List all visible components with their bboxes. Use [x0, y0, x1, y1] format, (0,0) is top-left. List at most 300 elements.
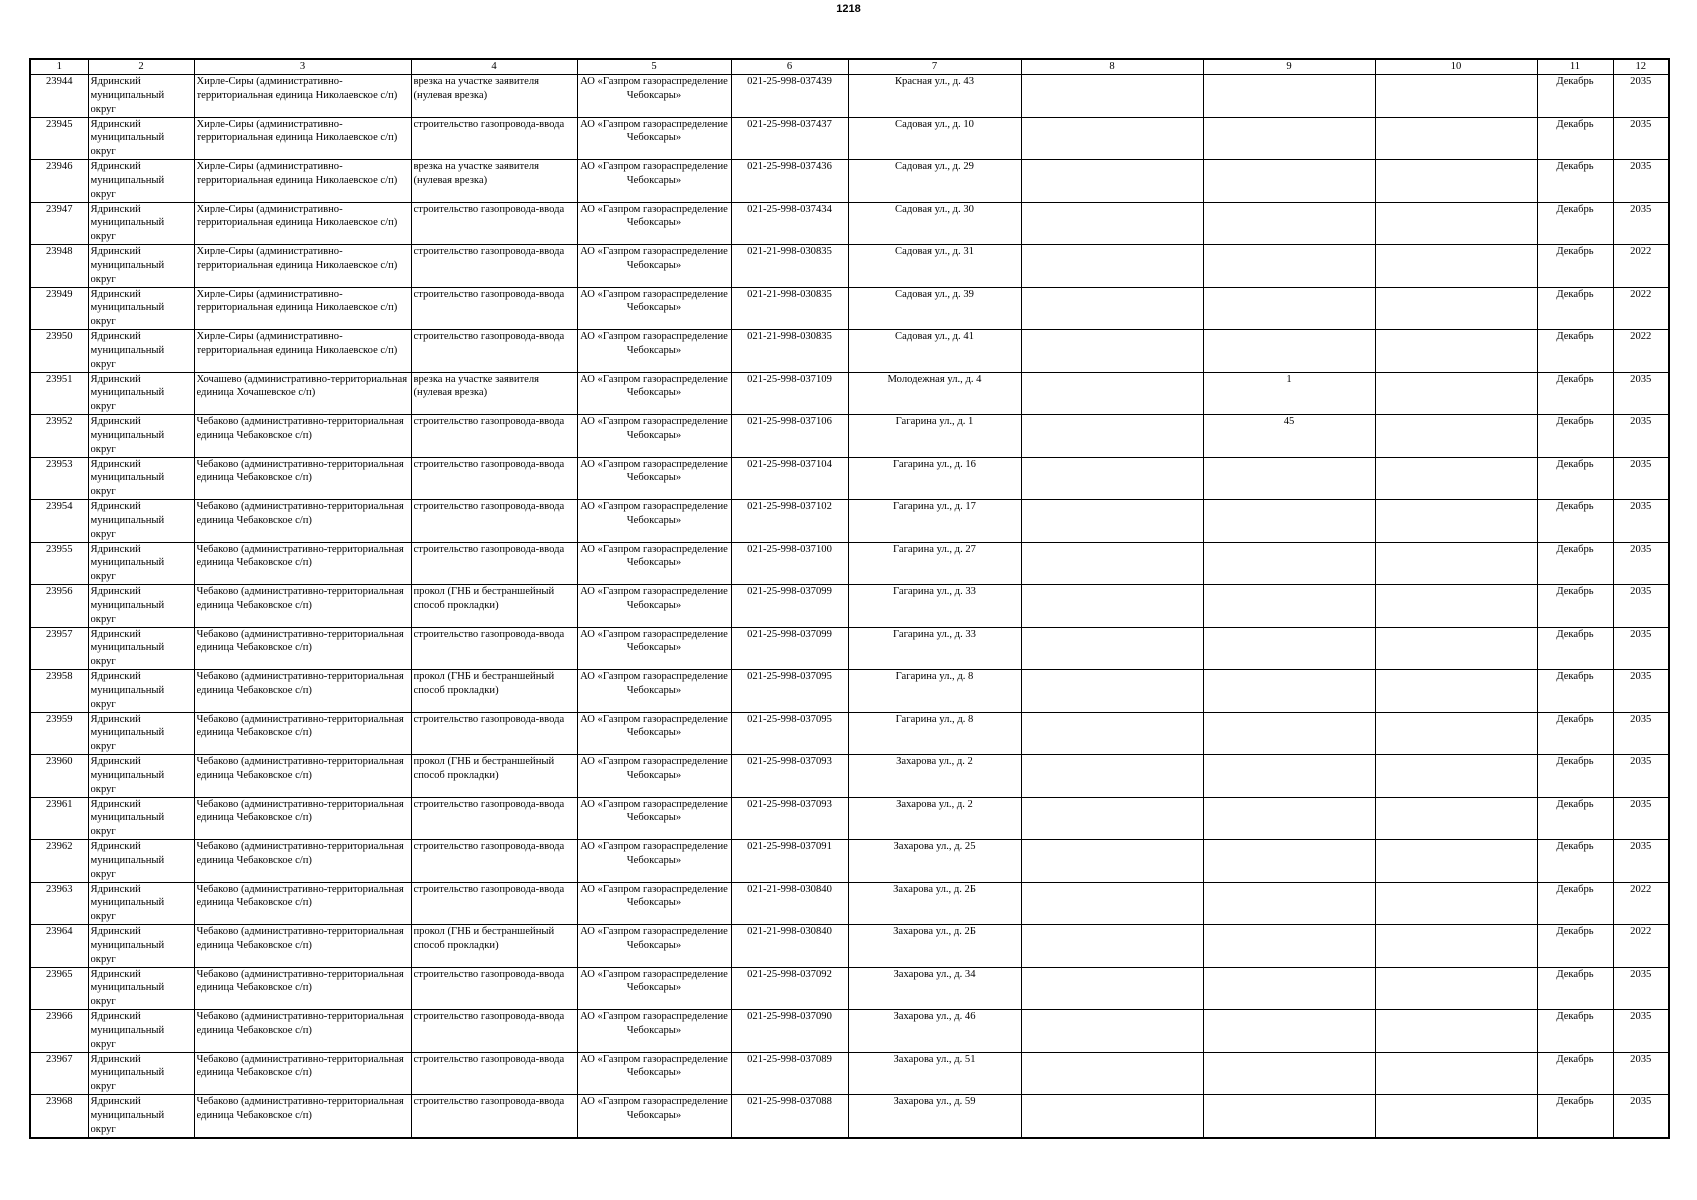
cell-text: 021-25-998-037095: [747, 713, 832, 725]
cell-year: [1613, 500, 1669, 543]
cell-text: Декабрь: [1556, 713, 1594, 725]
column-header-11: 11: [1537, 59, 1613, 75]
cell-address: [848, 1095, 1021, 1138]
cell-text: 021-25-998-037095: [747, 671, 832, 682]
cell-text: прокол (ГНБ и бестраншейный способ прокладки): [413, 586, 555, 611]
cell-text: АО «Газпром газораспределение Чебоксары»: [580, 713, 728, 739]
cell-text: АО «Газпром газораспределение Чебоксары»: [580, 671, 728, 696]
cell-row-number: [30, 330, 88, 373]
cell-text: Декабрь: [1556, 926, 1594, 937]
cell-month: [1537, 160, 1613, 203]
cell-month: [1537, 457, 1613, 500]
cell-text: Хирле-Сиры (административно-территориальная единица Николаевское с/п): [196, 246, 398, 271]
cell-municipal-district: [88, 117, 194, 160]
cell-text: АО «Газпром газораспределение Чебоксары»: [580, 1096, 728, 1121]
cell-text: Ядринский муниципальный округ: [90, 628, 165, 668]
cell-column-10: [1375, 1095, 1537, 1138]
cell-address: [848, 160, 1021, 203]
cell-work-type: [411, 330, 577, 373]
cell-text: Чебаково (административно-территориальная единица Чебаковское с/п): [196, 671, 404, 696]
table-row: [30, 627, 1669, 670]
cell-column-10: [1375, 415, 1537, 458]
cell-column-10: [1375, 330, 1537, 373]
table-row: [30, 670, 1669, 713]
cell-text: Гагарина ул., д. 17: [893, 501, 976, 512]
cell-month: [1537, 202, 1613, 245]
cell-column-10: [1375, 670, 1537, 713]
cell-text: 021-25-998-037089: [747, 1053, 832, 1065]
cell-application-number: [731, 330, 848, 373]
cell-text: 021-25-998-037104: [747, 458, 832, 470]
cell-column-10: [1375, 1052, 1537, 1095]
table-row: [30, 1052, 1669, 1095]
cell-row-number: [30, 415, 88, 458]
cell-text: АО «Газпром газораспределение Чебоксары»: [580, 628, 728, 654]
cell-row-number: [30, 925, 88, 968]
table-row: [30, 797, 1669, 840]
cell-application-number: [731, 670, 848, 713]
cell-text: АО «Газпром газораспределение Чебоксары»: [580, 586, 728, 611]
cell-gas-distribution-org: [577, 372, 731, 415]
cell-year: [1613, 755, 1669, 798]
cell-text: Гагарина ул., д. 1: [895, 416, 974, 427]
cell-text: 021-25-998-037099: [747, 586, 832, 597]
cell-text: 2035: [1630, 118, 1652, 130]
cell-column-8: [1021, 712, 1203, 755]
cell-text: 021-21-998-030840: [747, 883, 832, 895]
cell-column-9: [1203, 457, 1375, 500]
cell-application-number: [731, 1010, 848, 1053]
cell-column-10: [1375, 117, 1537, 160]
cell-column-9: [1203, 245, 1375, 288]
cell-column-9: [1203, 797, 1375, 840]
cell-column-9: [1203, 925, 1375, 968]
cell-year: [1613, 585, 1669, 628]
cell-text: Захарова ул., д. 2Б: [893, 883, 976, 895]
cell-gas-distribution-org: [577, 500, 731, 543]
table-row: [30, 287, 1669, 330]
cell-column-8: [1021, 117, 1203, 160]
cell-municipal-district: [88, 1095, 194, 1138]
cell-text: строительство газопровода-ввода: [413, 458, 565, 470]
table-body: [30, 75, 1669, 1138]
cell-column-8: [1021, 585, 1203, 628]
cell-year: [1613, 542, 1669, 585]
cell-column-8: [1021, 1010, 1203, 1053]
cell-row-number: [30, 287, 88, 330]
cell-column-8: [1021, 967, 1203, 1010]
cell-text: Молодежная ул., д. 4: [887, 373, 982, 385]
cell-gas-distribution-org: [577, 670, 731, 713]
cell-text: Ядринский муниципальный округ: [90, 1011, 165, 1050]
cell-month: [1537, 372, 1613, 415]
cell-work-type: [411, 372, 577, 415]
cell-application-number: [731, 840, 848, 883]
cell-text: Декабрь: [1556, 246, 1594, 257]
cell-municipal-district: [88, 415, 194, 458]
cell-text: Ядринский муниципальный округ: [90, 756, 165, 795]
cell-settlement: [194, 1095, 411, 1138]
cell-text: строительство газопровода-ввода: [413, 1053, 565, 1065]
table-row: [30, 712, 1669, 755]
cell-column-9: [1203, 967, 1375, 1010]
cell-year: [1613, 372, 1669, 415]
cell-month: [1537, 925, 1613, 968]
cell-column-10: [1375, 840, 1537, 883]
cell-settlement: [194, 500, 411, 543]
cell-month: [1537, 1010, 1613, 1053]
cell-text: 2035: [1630, 756, 1652, 767]
cell-application-number: [731, 500, 848, 543]
cell-text: АО «Газпром газораспределение Чебоксары»: [580, 1011, 728, 1036]
cell-text: строительство газопровода-ввода: [413, 501, 565, 512]
cell-text: строительство газопровода-ввода: [413, 883, 565, 895]
cell-municipal-district: [88, 712, 194, 755]
cell-text: Чебаково (административно-территориальная единица Чебаковское с/п): [196, 883, 404, 909]
cell-text: Декабрь: [1556, 331, 1594, 342]
cell-text: 23949: [46, 288, 73, 300]
cell-work-type: [411, 585, 577, 628]
cell-application-number: [731, 75, 848, 118]
cell-month: [1537, 1052, 1613, 1095]
cell-text: Чебаково (административно-территориальная единица Чебаковское с/п): [196, 968, 404, 994]
table-header: [30, 59, 1669, 75]
cell-work-type: [411, 925, 577, 968]
cell-gas-distribution-org: [577, 840, 731, 883]
cell-text: АО «Газпром газораспределение Чебоксары»: [580, 798, 728, 824]
cell-month: [1537, 755, 1613, 798]
cell-text: 23953: [46, 458, 73, 470]
cell-work-type: [411, 1052, 577, 1095]
cell-month: [1537, 840, 1613, 883]
cell-text: Захарова ул., д. 2: [896, 798, 973, 810]
cell-text: 2022: [1630, 288, 1652, 300]
cell-text: АО «Газпром газораспределение Чебоксары»: [580, 331, 728, 356]
cell-address: [848, 627, 1021, 670]
cell-row-number: [30, 627, 88, 670]
cell-text: АО «Газпром газораспределение Чебоксары»: [580, 501, 728, 526]
cell-row-number: [30, 585, 88, 628]
cell-text: Гагарина ул., д. 8: [895, 713, 974, 725]
cell-year: [1613, 160, 1669, 203]
cell-text: 021-25-998-037090: [747, 1011, 832, 1022]
cell-text: Ядринский муниципальный округ: [90, 671, 165, 710]
cell-column-10: [1375, 585, 1537, 628]
cell-municipal-district: [88, 500, 194, 543]
table-row: [30, 415, 1669, 458]
cell-text: Декабрь: [1556, 288, 1594, 300]
cell-column-9: [1203, 160, 1375, 203]
cell-text: Захарова ул., д. 34: [893, 968, 976, 980]
table-row: [30, 585, 1669, 628]
cell-work-type: [411, 627, 577, 670]
cell-month: [1537, 542, 1613, 585]
cell-month: [1537, 415, 1613, 458]
cell-settlement: [194, 1010, 411, 1053]
cell-text: 2035: [1630, 586, 1652, 597]
column-header-7: 7: [848, 59, 1021, 75]
cell-settlement: [194, 670, 411, 713]
cell-text: Декабрь: [1556, 161, 1594, 172]
cell-text: АО «Газпром газораспределение Чебоксары»: [580, 926, 728, 951]
cell-text: 23966: [46, 1011, 73, 1022]
cell-text: 2035: [1630, 543, 1652, 555]
cell-column-8: [1021, 287, 1203, 330]
cell-column-10: [1375, 457, 1537, 500]
column-header-6: 6: [731, 59, 848, 75]
table-row: [30, 925, 1669, 968]
cell-text: 23946: [46, 161, 73, 172]
cell-text: строительство газопровода-ввода: [413, 543, 565, 555]
cell-text: Чебаково (административно-территориальная единица Чебаковское с/п): [196, 1053, 404, 1079]
cell-work-type: [411, 160, 577, 203]
cell-text: 23958: [46, 671, 73, 682]
cell-text: Красная ул., д. 43: [894, 76, 974, 87]
cell-application-number: [731, 712, 848, 755]
cell-text: Гагарина ул., д. 27: [893, 543, 976, 555]
cell-text: 45: [1283, 416, 1295, 427]
cell-municipal-district: [88, 75, 194, 118]
cell-column-10: [1375, 712, 1537, 755]
cell-application-number: [731, 287, 848, 330]
cell-column-8: [1021, 925, 1203, 968]
cell-address: [848, 1010, 1021, 1053]
cell-text: Хирле-Сиры (административно-территориальная единица Николаевское с/п): [196, 331, 398, 356]
cell-text: Захарова ул., д. 46: [893, 1011, 976, 1022]
cell-application-number: [731, 797, 848, 840]
cell-text: 23961: [46, 798, 73, 810]
cell-year: [1613, 245, 1669, 288]
cell-column-8: [1021, 797, 1203, 840]
cell-settlement: [194, 330, 411, 373]
cell-text: 021-21-998-030835: [747, 288, 832, 300]
cell-text: Ядринский муниципальный округ: [90, 161, 165, 200]
cell-work-type: [411, 840, 577, 883]
cell-column-9: [1203, 627, 1375, 670]
cell-municipal-district: [88, 967, 194, 1010]
cell-application-number: [731, 755, 848, 798]
cell-text: 021-25-998-037093: [747, 756, 832, 767]
cell-text: Декабрь: [1556, 628, 1594, 640]
cell-year: [1613, 967, 1669, 1010]
cell-text: врезка на участке заявителя (нулевая врезка): [413, 76, 539, 101]
cell-address: [848, 500, 1021, 543]
column-header-1: 1: [30, 59, 88, 75]
cell-text: АО «Газпром газораспределение Чебоксары»: [580, 416, 728, 441]
cell-text: врезка на участке заявителя (нулевая врезка): [413, 161, 539, 186]
cell-settlement: [194, 797, 411, 840]
cell-text: Декабрь: [1556, 76, 1594, 87]
cell-text: 23960: [46, 756, 73, 767]
cell-municipal-district: [88, 372, 194, 415]
cell-month: [1537, 245, 1613, 288]
cell-text: Чебаково (административно-территориальная единица Чебаковское с/п): [196, 501, 404, 526]
cell-text: Чебаково (административно-территориальная единица Чебаковское с/п): [196, 586, 404, 611]
cell-text: Хирле-Сиры (административно-территориальная единица Николаевское с/п): [196, 161, 398, 186]
cell-text: Ядринский муниципальный округ: [90, 501, 165, 540]
cell-text: Декабрь: [1556, 1096, 1594, 1107]
cell-text: 021-25-998-037439: [747, 76, 832, 87]
cell-month: [1537, 967, 1613, 1010]
cell-text: 23948: [46, 246, 73, 257]
cell-text: 2035: [1630, 373, 1652, 385]
cell-text: Ядринский муниципальный округ: [90, 798, 165, 838]
cell-row-number: [30, 457, 88, 500]
cell-text: 021-25-998-037437: [747, 118, 832, 130]
cell-month: [1537, 585, 1613, 628]
cell-text: строительство газопровода-ввода: [413, 416, 565, 427]
cell-month: [1537, 330, 1613, 373]
cell-text: АО «Газпром газораспределение Чебоксары»: [580, 161, 728, 186]
cell-work-type: [411, 967, 577, 1010]
cell-text: Гагарина ул., д. 8: [895, 671, 974, 682]
cell-column-9: [1203, 712, 1375, 755]
cell-address: [848, 882, 1021, 925]
cell-row-number: [30, 840, 88, 883]
cell-year: [1613, 75, 1669, 118]
table-row: [30, 330, 1669, 373]
cell-text: Декабрь: [1556, 756, 1594, 767]
cell-text: 021-21-998-030840: [747, 926, 832, 937]
cell-settlement: [194, 882, 411, 925]
cell-text: Чебаково (административно-территориальная единица Чебаковское с/п): [196, 841, 404, 866]
cell-address: [848, 755, 1021, 798]
cell-municipal-district: [88, 925, 194, 968]
cell-text: Декабрь: [1556, 416, 1594, 427]
cell-text: 021-25-998-037436: [747, 161, 832, 172]
cell-municipal-district: [88, 840, 194, 883]
cell-text: Ядринский муниципальный округ: [90, 713, 165, 753]
cell-text: АО «Газпром газораспределение Чебоксары»: [580, 76, 728, 101]
cell-row-number: [30, 75, 88, 118]
cell-text: 23957: [46, 628, 73, 640]
cell-text: 23968: [46, 1096, 73, 1107]
cell-text: Чебаково (административно-территориальная единица Чебаковское с/п): [196, 416, 404, 441]
cell-work-type: [411, 287, 577, 330]
cell-text: строительство газопровода-ввода: [413, 246, 565, 257]
cell-text: Ядринский муниципальный округ: [90, 246, 165, 285]
cell-month: [1537, 117, 1613, 160]
cell-text: Ядринский муниципальный округ: [90, 543, 165, 583]
cell-row-number: [30, 245, 88, 288]
cell-text: АО «Газпром газораспределение Чебоксары»: [580, 543, 728, 569]
cell-row-number: [30, 967, 88, 1010]
cell-municipal-district: [88, 542, 194, 585]
cell-text: прокол (ГНБ и бестраншейный способ прокладки): [413, 926, 555, 951]
cell-text: Чебаково (административно-территориальная единица Чебаковское с/п): [196, 926, 404, 951]
cell-column-10: [1375, 755, 1537, 798]
cell-row-number: [30, 797, 88, 840]
cell-text: Декабрь: [1556, 501, 1594, 512]
cell-text: Хирле-Сиры (административно-территориальная единица Николаевское с/п): [196, 76, 398, 101]
table-row: [30, 1010, 1669, 1053]
cell-column-8: [1021, 840, 1203, 883]
cell-text: Ядринский муниципальный округ: [90, 416, 165, 455]
cell-municipal-district: [88, 457, 194, 500]
cell-text: Ядринский муниципальный округ: [90, 586, 165, 625]
cell-year: [1613, 1095, 1669, 1138]
cell-text: АО «Газпром газораспределение Чебоксары»: [580, 288, 728, 314]
cell-column-10: [1375, 500, 1537, 543]
cell-text: АО «Газпром газораспределение Чебоксары»: [580, 883, 728, 909]
cell-column-10: [1375, 287, 1537, 330]
column-header-3: 3: [194, 59, 411, 75]
cell-text: АО «Газпром газораспределение Чебоксары»: [580, 118, 728, 144]
page-number: 1218: [836, 3, 861, 15]
table-row: [30, 500, 1669, 543]
cell-work-type: [411, 797, 577, 840]
cell-address: [848, 287, 1021, 330]
cell-year: [1613, 457, 1669, 500]
cell-text: Захарова ул., д. 25: [893, 841, 976, 852]
cell-year: [1613, 1052, 1669, 1095]
cell-column-8: [1021, 75, 1203, 118]
cell-address: [848, 797, 1021, 840]
cell-year: [1613, 670, 1669, 713]
cell-settlement: [194, 415, 411, 458]
cell-column-10: [1375, 882, 1537, 925]
cell-column-9: [1203, 755, 1375, 798]
cell-text: 23955: [46, 543, 73, 555]
cell-settlement: [194, 245, 411, 288]
cell-text: Чебаково (административно-территориальная единица Чебаковское с/п): [196, 628, 404, 654]
cell-text: Декабрь: [1556, 373, 1594, 385]
cell-text: строительство газопровода-ввода: [413, 713, 565, 725]
cell-text: 2035: [1630, 1096, 1652, 1107]
cell-gas-distribution-org: [577, 1095, 731, 1138]
cell-municipal-district: [88, 585, 194, 628]
cell-gas-distribution-org: [577, 117, 731, 160]
cell-column-9: [1203, 1010, 1375, 1053]
cell-column-9: [1203, 287, 1375, 330]
cell-text: 2035: [1630, 628, 1652, 640]
cell-settlement: [194, 712, 411, 755]
cell-work-type: [411, 415, 577, 458]
cell-application-number: [731, 372, 848, 415]
cell-column-10: [1375, 1010, 1537, 1053]
cell-address: [848, 967, 1021, 1010]
cell-gas-distribution-org: [577, 160, 731, 203]
cell-column-10: [1375, 372, 1537, 415]
cell-year: [1613, 797, 1669, 840]
column-header-4: 4: [411, 59, 577, 75]
cell-year: [1613, 882, 1669, 925]
cell-settlement: [194, 1052, 411, 1095]
cell-municipal-district: [88, 882, 194, 925]
cell-address: [848, 330, 1021, 373]
cell-municipal-district: [88, 627, 194, 670]
cell-gas-distribution-org: [577, 1010, 731, 1053]
cell-text: 23967: [46, 1053, 73, 1065]
cell-address: [848, 670, 1021, 713]
cell-year: [1613, 1010, 1669, 1053]
cell-text: Ядринский муниципальный округ: [90, 1053, 165, 1093]
cell-application-number: [731, 542, 848, 585]
cell-text: Ядринский муниципальный округ: [90, 926, 165, 965]
cell-text: 23963: [46, 883, 73, 895]
cell-text: Декабрь: [1556, 841, 1594, 852]
cell-column-8: [1021, 670, 1203, 713]
cell-settlement: [194, 372, 411, 415]
cell-municipal-district: [88, 1010, 194, 1053]
cell-text: 23965: [46, 968, 73, 980]
cell-work-type: [411, 542, 577, 585]
cell-gas-distribution-org: [577, 415, 731, 458]
cell-column-9: [1203, 882, 1375, 925]
cell-year: [1613, 330, 1669, 373]
cell-column-8: [1021, 245, 1203, 288]
cell-text: 021-25-998-037088: [747, 1096, 832, 1107]
